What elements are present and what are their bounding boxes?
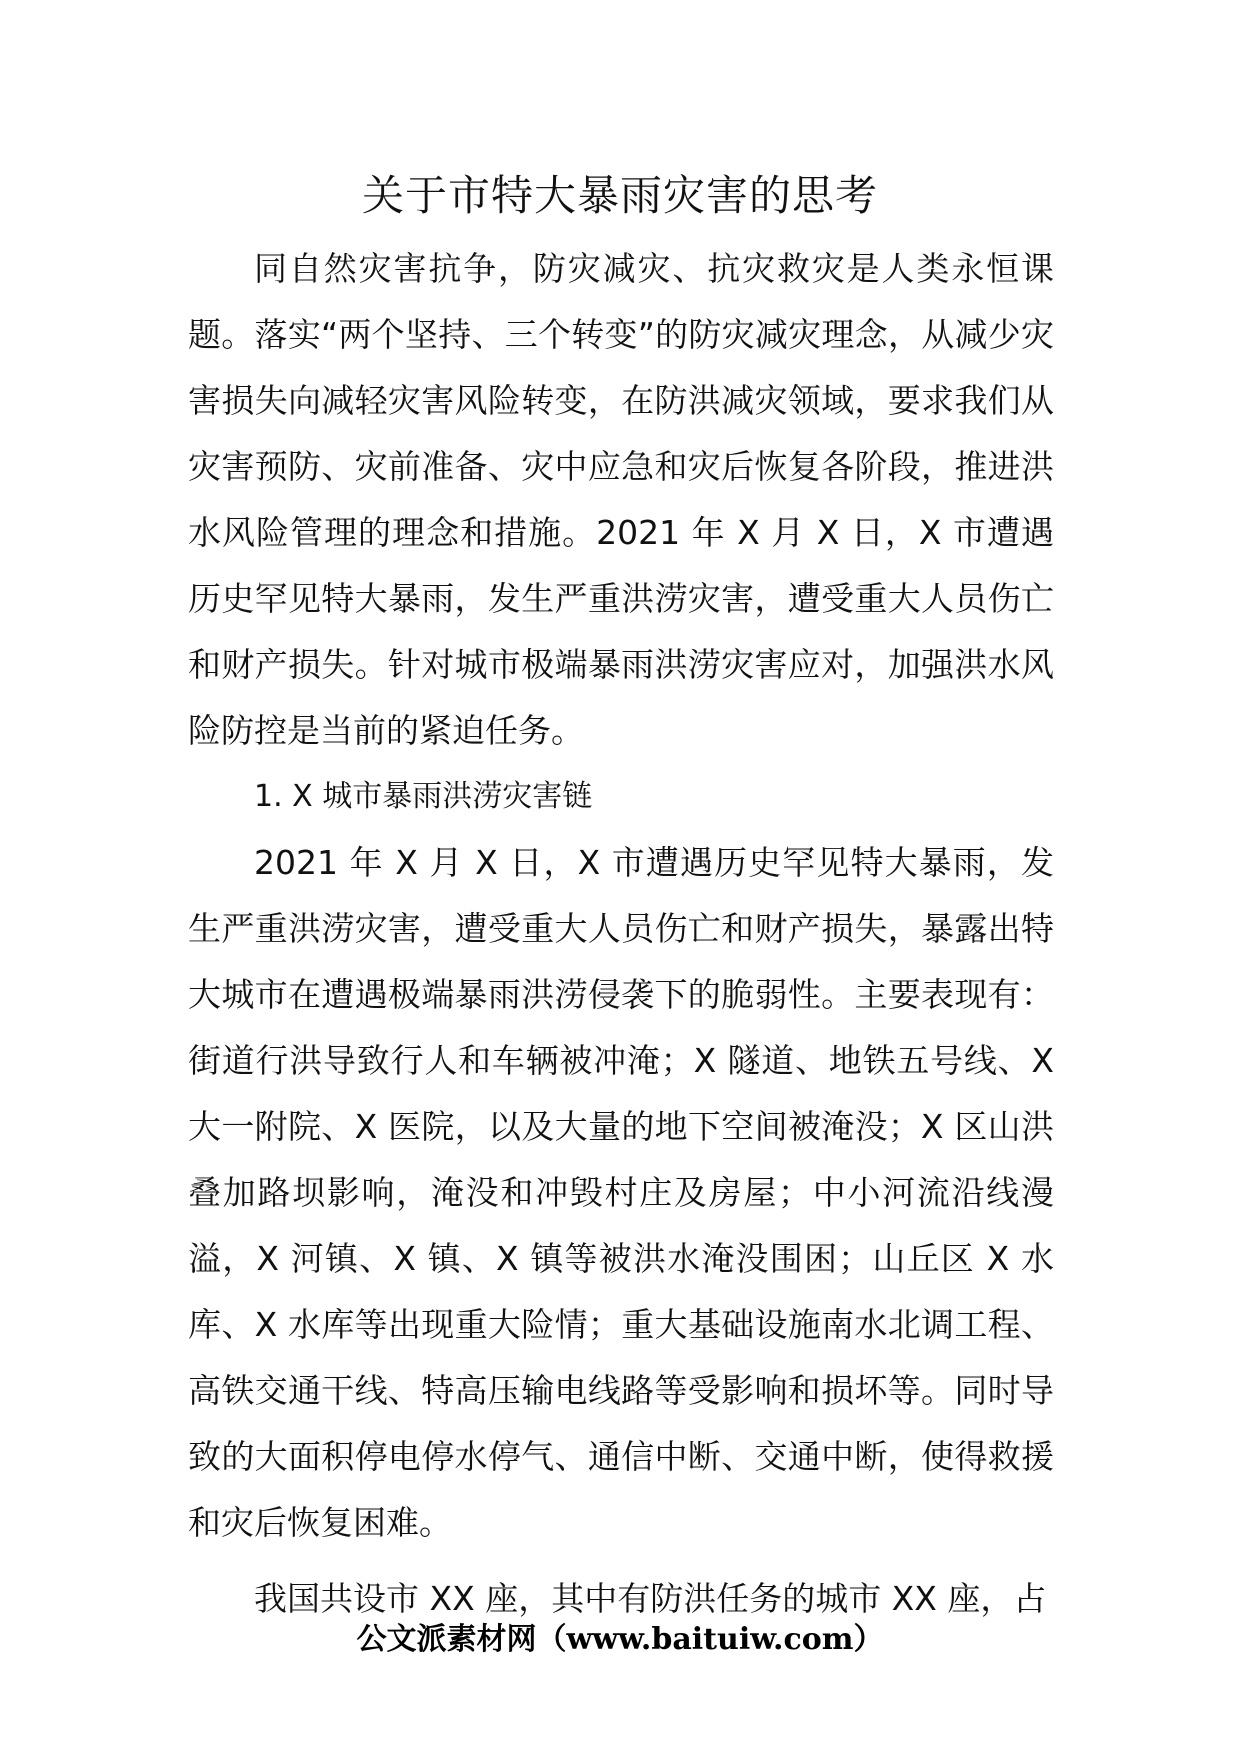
disaster-chain-paragraph: 2021 年 X 月 X 日，X 市遭遇历史罕见特大暴雨，发生严重洪涝灾害，遭受重大人员伤亡和财产损失，暴露出特大城市在遭遇极端暴雨洪涝侵袭下的脆弱性。主要表现有：街道行洪导致行人和车辆被冲淹；X 隧道、地铁五号线、X 大一附院、X 医院，以及大量的地下空间被淹没；X 区山洪叠加路坝影响，淹没和冲毁村庄及房屋；中小河流沿线漫溢，X 河镇、X 镇、X 镇等被洪水淹没围困；山丘区 X 水库、X 水库等出现重大险情；重大基础设施南水北调工程、高铁交通干线、特高压输电线路等受影响和损坏等。同时导致的大面积停电停水停气、通信中断、交通中断，使得救援和灾后恢复困难。	[188, 843, 1054, 1542]
page-title: 关于市特大暴雨灾害的思考	[361, 171, 878, 220]
city-count-paragraph: 我国共设市 XX 座，其中有防洪任务的城市 XX 座，占	[254, 1579, 1047, 1618]
paragraph-gap	[188, 1556, 1054, 1566]
section-heading: 1. X 城市暴雨洪涝灾害链	[254, 779, 593, 814]
footer-watermark: 公文派素材网（www.baituiw.com）	[356, 1622, 884, 1657]
document-body	[188, 236, 1054, 1632]
intro-paragraph: 同自然灾害抗争，防灾减灾、抗灾救灾是人类永恒课题。落实“两个坚持、三个转变”的防灾减灾理念，从减少灾害损失向减轻灾害风险转变，在防洪减灾领域，要求我们从灾害预防、灾前准备、灾中应急和灾后恢复各阶段，推进洪水风险管理的理念和措施。2021 年 X 月 X 日，X 市遭遇历史罕见特大暴雨，发生严重洪涝灾害，遭受重大人员伤亡和财产损失。针对城市极端暴雨洪涝灾害应对，加强洪水风险防控是当前的紧迫任务。	[188, 249, 1054, 750]
